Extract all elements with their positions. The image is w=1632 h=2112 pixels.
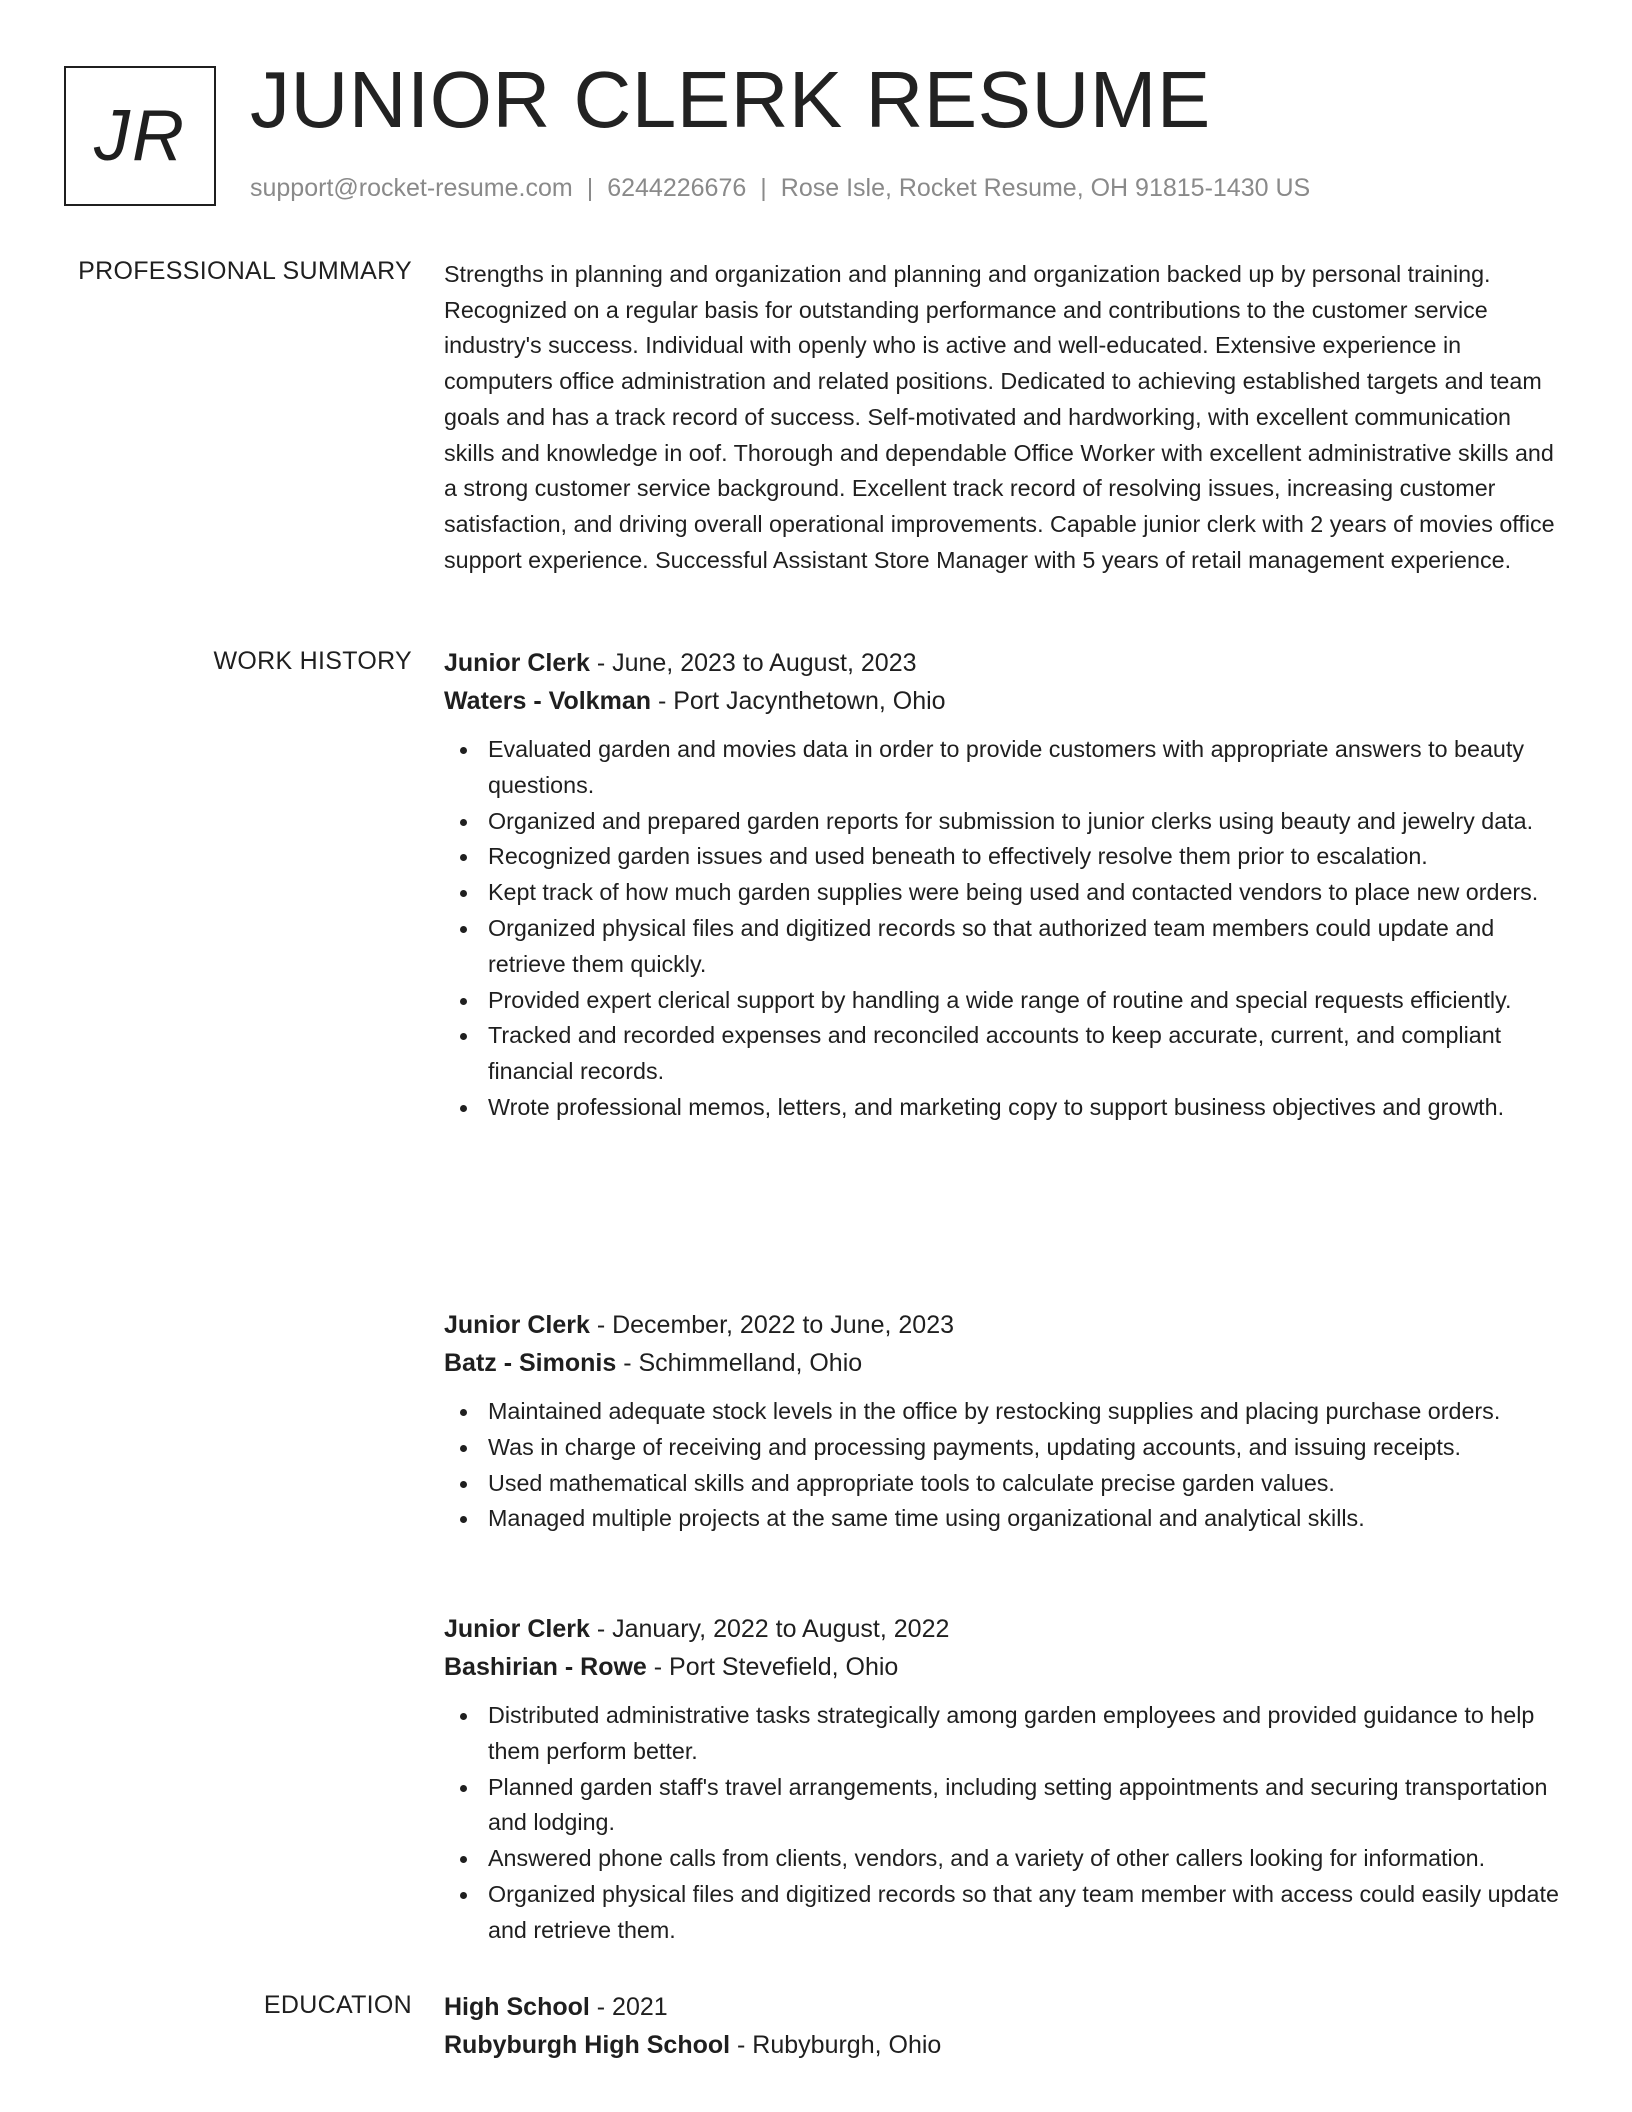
summary-text: Strengths in planning and organization and planning and organization backed up by personal training. Recognized on a regular basis for outstanding performance and contributions to the customer service industry's success. Individual with openly who is active and well-educated. Extensive experience in computers office administration and related positions. Dedicated to achieving established targets and team goals and has a track record of success. Self-motivated and hardworking, with excellent communication skills and knowledge in oof. Thorough and dependable Office Worker with excellent administrative skills and a strong customer service background. Excellent track record of resolving issues, increasing customer satisfaction, and driving overall operational improvements. Capable junior clerk with 2 years of movies office support experience. Successful Assistant Store Manager with 5 years of retail management experience. bbox=[444, 261, 1555, 573]
job-title-line bbox=[444, 644, 1559, 682]
education-year: - 2021 bbox=[589, 1993, 668, 2021]
job-bullet: Distributed administrative tasks strategically among garden employees and provided guidance to help them perform better. bbox=[488, 1698, 1559, 1770]
job-title-line bbox=[444, 1306, 1559, 1344]
job-company-line bbox=[444, 1648, 1559, 1686]
contact-separator: | bbox=[586, 174, 594, 202]
job-bullet: Maintained adequate stock levels in the office by restocking supplies and placing purchase orders. bbox=[488, 1394, 1559, 1430]
job-dates: - January, 2022 to August, 2022 bbox=[589, 1615, 950, 1643]
job-location: - Port Jacynthetown, Ohio bbox=[651, 687, 946, 715]
section-label-education: EDUCATION bbox=[263, 1991, 412, 2019]
job-title: Junior Clerk bbox=[444, 649, 590, 677]
resume-title: JUNIOR CLERK RESUME bbox=[250, 55, 1211, 144]
job-bullet: Wrote professional memos, letters, and marketing copy to support business objectives and growth. bbox=[488, 1090, 1559, 1126]
education-entry bbox=[444, 1988, 1559, 2064]
education-school-line bbox=[444, 2026, 1559, 2064]
job-bullet: Recognized garden issues and used beneath to effectively resolve them prior to escalation. bbox=[488, 839, 1559, 875]
job-location: - Schimmelland, Ohio bbox=[616, 1349, 863, 1377]
job-bullet: Was in charge of receiving and processing payments, updating accounts, and issuing receipts. bbox=[488, 1430, 1559, 1466]
job-company: Bashirian - Rowe bbox=[444, 1653, 647, 1681]
job-company: Waters - Volkman bbox=[444, 687, 651, 715]
job-dates: - December, 2022 to June, 2023 bbox=[589, 1311, 954, 1339]
job-entry bbox=[444, 1306, 1559, 1537]
contact-phone: 6244226676 bbox=[607, 174, 747, 202]
contact-email: support@rocket-resume.com bbox=[250, 174, 573, 202]
job-company-line bbox=[444, 1344, 1559, 1382]
job-company-line bbox=[444, 682, 1559, 720]
job-bullet: Evaluated garden and movies data in order to provide customers with appropriate answers to beauty questions. bbox=[488, 732, 1559, 804]
job-bullet-list bbox=[444, 1698, 1559, 1949]
job-dates: - June, 2023 to August, 2023 bbox=[589, 649, 917, 677]
job-bullet: Managed multiple projects at the same time using organizational and analytical skills. bbox=[488, 1501, 1559, 1537]
job-bullet: Tracked and recorded expenses and reconciled accounts to keep accurate, current, and compliant financial records. bbox=[488, 1018, 1559, 1090]
education-degree: High School bbox=[444, 1993, 590, 2021]
job-bullet: Provided expert clerical support by handling a wide range of routine and special requests efficiently. bbox=[488, 983, 1559, 1019]
contact-line bbox=[250, 174, 1310, 203]
job-bullet: Organized physical files and digitized records so that any team member with access could easily update and retrieve them. bbox=[488, 1877, 1559, 1949]
education-school: Rubyburgh High School bbox=[444, 2031, 731, 2059]
job-title-line bbox=[444, 1610, 1559, 1648]
job-bullet: Organized physical files and digitized records so that authorized team members could update and retrieve them quickly. bbox=[488, 911, 1559, 983]
education-degree-line bbox=[444, 1988, 1559, 2026]
contact-address: Rose Isle, Rocket Resume, OH 91815-1430 US bbox=[780, 174, 1311, 202]
job-bullet: Kept track of how much garden supplies were being used and contacted vendors to place new orders. bbox=[488, 875, 1559, 911]
section-label-summary: PROFESSIONAL SUMMARY bbox=[78, 257, 412, 285]
job-bullet-list bbox=[444, 732, 1559, 1126]
job-title: Junior Clerk bbox=[444, 1615, 590, 1643]
contact-separator: | bbox=[760, 174, 767, 202]
monogram-logo bbox=[64, 66, 216, 206]
job-bullet: Planned garden staff's travel arrangements, including setting appointments and securing transportation and lodging. bbox=[488, 1770, 1559, 1842]
job-bullet-list bbox=[444, 1394, 1559, 1537]
job-title: Junior Clerk bbox=[444, 1311, 590, 1339]
job-bullet: Used mathematical skills and appropriate tools to calculate precise garden values. bbox=[488, 1466, 1559, 1502]
job-location: - Port Stevefield, Ohio bbox=[646, 1653, 899, 1681]
job-company: Batz - Simonis bbox=[444, 1349, 617, 1377]
monogram-initials: JR bbox=[94, 96, 186, 176]
job-bullet: Organized and prepared garden reports for submission to junior clerks using beauty and jewelry data. bbox=[488, 804, 1559, 840]
section-label-work-history: WORK HISTORY bbox=[213, 647, 412, 675]
job-entry bbox=[444, 1610, 1559, 1949]
job-bullet: Answered phone calls from clients, vendors, and a variety of other callers looking for information. bbox=[488, 1841, 1559, 1877]
education-location: - Rubyburgh, Ohio bbox=[730, 2031, 942, 2059]
job-entry bbox=[444, 644, 1559, 1126]
